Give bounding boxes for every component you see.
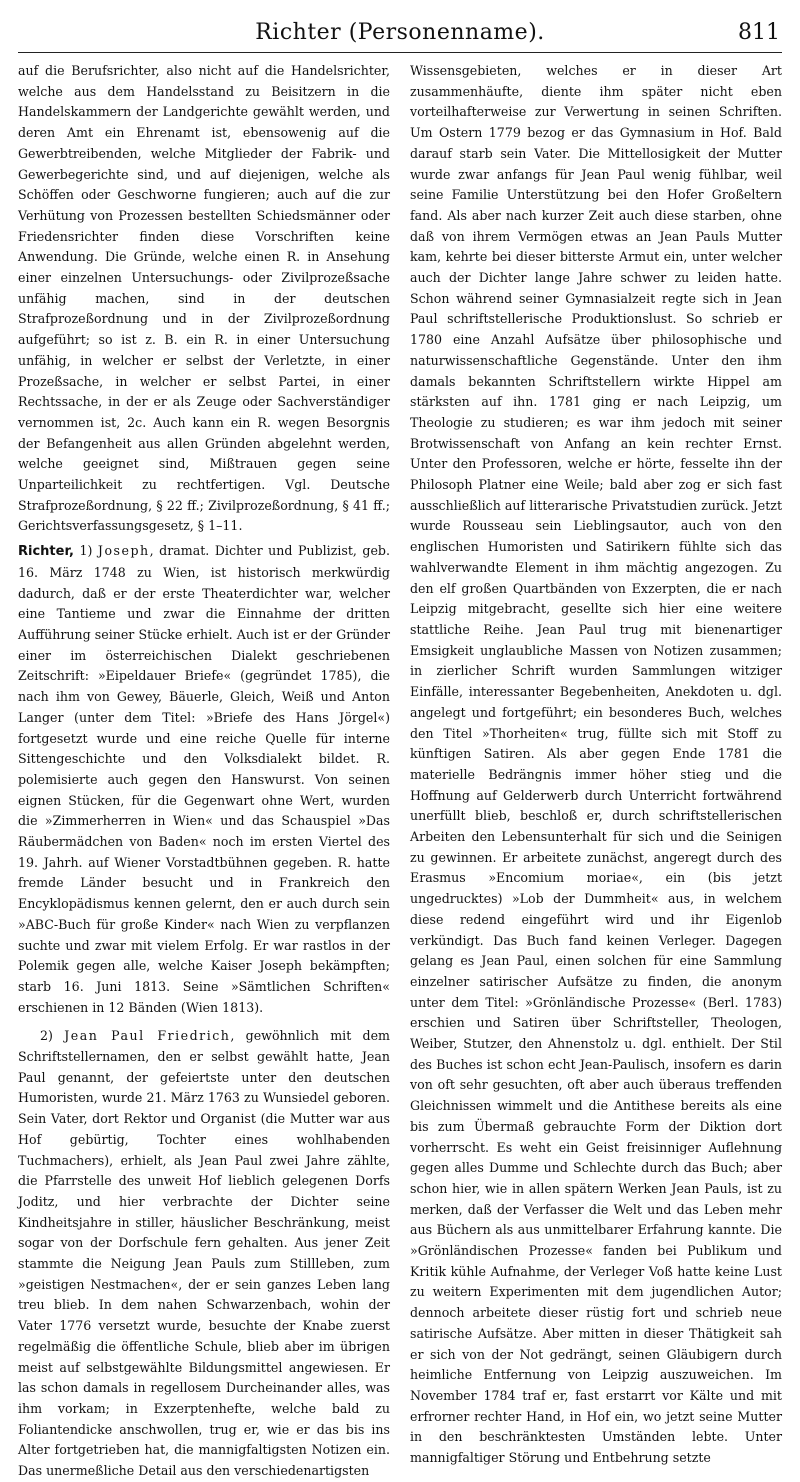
left-column: [18, 61, 390, 1479]
column-divider: [400, 61, 401, 1266]
entry-headword: Richter,: [18, 544, 74, 560]
paragraph-berufsrichter: auf die Berufsrichter, also nicht auf die Handelsrichter, welche aus dem Handelsstand zu Beisitzern in die Handelskammern der Landgerichte gewählt werden, und deren Amt ein Ehrenamt ist, ebensowenig auf die Gewerbtreibenden, welche Mitglieder der Fabrik- und Gewerbegerichte sind, und auf diejenigen, welche als Schöffen oder Geschworne fungieren; auch auf die zur Verhütung von Prozessen bestellten Schiedsmänner oder Friedensrichter finden diese Vorschriften keine Anwendung. Die Gründe, welche einen R. in Ansehung einer einzelnen Untersuchungs- oder Zivilprozeßsache unfähig machen, sind in der deutschen Strafprozeßordnung und in der Zivilprozeßordnung aufgeführt; so ist z. B. ein R. in einer Untersuchung unfähig, in welcher er selbst der Verletzte, in einer Prozeßsache, in welcher er selbst Partei, in einer Rechtssache, in der er als Zeuge oder Sachverständiger vernommen ist, 2c. Auch kann ein R. wegen Besorgnis der Befangenheit aus allen Gründen abgelehnt werden, welche geeignet sind, Mißtrauen gegen seine Unparteilichkeit zu rechtfertigen. Vgl. Deutsche Strafprozeßordnung, § 22 ff.; Zivilprozeßordnung, § 41 ff.; Gerichtsverfassungsgesetz, § 1–11.: [18, 63, 390, 534]
running-title: Richter (Personenname).: [255, 20, 545, 45]
entry-text: , dramat. Dichter und Publizist, geb. 16. März 1748 zu Wien, ist historisch merkwürdig dadurch, daß er der erste Theaterdichter war, welcher eine Tantieme und zwar die Einnahme der dritten Aufführung seiner Stücke erhielt. Auch ist er der Gründer einer im österreichischen Dialekt geschriebenen Zeitschrift: »Eipeldauer Briefe« (gegründet 1785), die nach ihm von Gewey, Bäuerle, Gleich, Weiß und Anton Langer (unter dem Titel: »Briefe des Hans Jörgel«) fortgesetzt wurde und eine reiche Quelle für interne Sittengeschichte und den Volksdialekt bildet. R. polemisierte auch gegen den Hanswurst. Von seinen eignen Stücken, für die Gegenwart ohne Wert, wurden die »Zimmerherren in Wien« und das Schauspiel »Das Räubermädchen von Baden« noch im ersten Viertel des 19. Jahrh. auf Wiener Vorstadtbühnen gegeben. R. hatte fremde Länder besucht und in Frankreich den Encyklopädismus kennen gelernt, den er auch durch sein »ABC-Buch für große Kinder« nach Wien zu verpflanzen suchte und zwar mit vielem Erfolg. Er war rastlos in der Polemik gegen alle, welche Kaiser Joseph bekämpften; starb 16. Juni 1813. Seine »Sämtlichen Schriften« erschienen in 12 Bänden (Wien 1813).: [18, 543, 390, 1015]
text-columns: [18, 61, 782, 1479]
page-header: [18, 14, 782, 53]
entry-name: Joseph: [97, 543, 150, 559]
entry-text: , gewöhnlich mit dem Schriftstellernamen, den er selbst gewählt hatte, Jean Paul genannt, der gefeiertste unter den deutschen Humoristen, wurde 21. März 1763 zu Wunsiedel geboren. Sein Vater, dort Rektor und Organist (die Mutter war aus Hof gebürtig, Tochter eines wohlhabenden Tuchmachers), erhielt, als Jean Paul zwei Jahre zählte, die Pfarrstelle des unweit Hof lieblich gelegenen Dorfs Joditz, und hier verbrachte der Dichter seine Kindheitsjahre in stiller, häuslicher Beschränkung, meist sogar von der Dorfschule fern gehalten. Aus jener Zeit stammte die Neigung Jean Pauls zum Stillleben, zum »geistigen Nestmachen«, der er sein ganzes Leben lang treu blieb. In dem nahen Schwarzenbach, wohin der Vater 1776 versetzt wurde, besuchte der Knabe zuerst regelmäßig die öffentliche Schule, blieb aber im übrigen meist auf selbstgewählte Bildungsmittel angewiesen. Er las schon damals in regellosem Durcheinander alles, was ihm vorkam; in Exzerptenhefte, welche bald zu Foliantendicke anschwollen, trug er, wie er das bis ins Alter fortgetrieben hat, die mannigfaltigsten Notizen ein. Das unermeßliche Detail aus den verschiedenartigsten: [18, 1028, 390, 1479]
entry-number: 1): [73, 543, 98, 559]
entry-name: Jean Paul Friedrich: [64, 1028, 231, 1044]
entry-richter-joseph: [18, 541, 390, 1018]
page-number: 811: [738, 20, 780, 45]
entry-jean-paul: [18, 1026, 390, 1481]
paragraph-jean-paul-continued: Wissensgebieten, welches er in dieser Art zusammenhäufte, diente ihm später nicht eben vorteilhafterweise zur Verwertung in seinen Schriften. Um Ostern 1779 bezog er das Gymnasium in Hof. Bald darauf starb sein Vater. Die Mittellosigkeit der Mutter wurde zwar anfangs für Jean Paul wenig fühlbar, weil seine Familie Unterstützung bei den Hofer Großeltern fand. Als aber nach kurzer Zeit auch diese starben, ohne daß von ihrem Vermögen etwas an Jean Pauls Mutter kam, kehrte bei dieser bitterste Armut ein, unter welcher auch der Dichter lange Jahre schwer zu leiden hatte. Schon während seiner Gymnasialzeit regte sich in Jean Paul schriftstellerische Produktionslust. So schrieb er 1780 eine Anzahl Aufsätze über philosophische und naturwissenschaftliche Gegenstände. Unter den ihm damals bekannten Schriftstellern wirkte Hippel am stärksten auf ihn. 1781 ging er nach Leipzig, um Theologie zu studieren; es war ihm jedoch mit seiner Brotwissenschaft von Anfang an kein rechter Ernst. Unter den Professoren, welche er hörte, fesselte ihn der Philosoph Platner eine Weile; bald aber zog er sich fast ausschließlich auf litterarische Privatstudien zurück. Jetzt wurde Rousseau sein Lieblingsautor, auch von den englischen Humoristen und Satirikern fühlte sich das wahlverwandte Element in ihm mächtig angezogen. Zu den elf großen Quartbänden von Exzerpten, die er nach Leipzig mitgebracht, gesellte sich hier eine weitere stattliche Reihe. Jean Paul trug mit bienenartiger Emsigkeit unglaubliche Massen von Notizen zusammen; in zierlicher Schrift wurden Sammlungen witziger Einfälle, interessanter Begebenheiten, Anekdoten u. dgl. angelegt und fortgeführt; ein besonderes Buch, welches den Titel »Thorheiten« trug, füllte sich mit Stoff zu künftigen Satiren. Als aber gegen Ende 1781 die materielle Bedrängnis immer höher stieg und die Hoffnung auf Gelderwerb durch Unterricht fortwährend unerfüllt blieb, beschloß er, durch schriftstellerischen Arbeiten den Lebensunterhalt für sich und die Seinigen zu gewinnen. Er arbeitete zunächst, angeregt durch des Erasmus »Encomium moriae«, ein (bis jetzt ungedrucktes) »Lob der Dummheit« aus, in welchem diese redend eingeführt wird und ihr Eigenlob verkündigt. Das Buch fand keinen Verleger. Dagegen gelang es Jean Paul, einen solchen für eine Sammlung einzelner satirischer Aufsätze zu finden, die anonym unter dem Titel: »Grönländische Prozesse« (Berl. 1783) erschien und Satiren über Schriftsteller, Theologen, Weiber, Stutzer, den Ahnenstolz u. dgl. enthielt. Der Stil des Buches ist schon echt Jean-Paulisch, insofern es darin von oft sehr gesuchten, oft aber auch überaus treffenden Gleichnissen wimmelt und die Antithese bereits als eine bis zum Übermaß gebrauchte Form der Diktion dort vorherrscht. Es weht ein Geist freisinniger Auflehnung gegen alles Dumme und Schlechte durch das Buch; aber schon hier, wie in allen spätern Werken Jean Pauls, ist zu merken, daß der Verfasser die Welt und das Leben mehr aus Büchern als aus unmittelbarer Erfahrung kannte. Die »Grönländischen Prozesse« fanden bei Publikum und Kritik kühle Aufnahme, der Verleger Voß hatte keine Lust zu weitern Experimenten mit dem jugendlichen Autor; dennoch arbeitete dieser rüstig fort und schrieb neue satirische Aufsätze. Aber mitten in dieser Thätigkeit sah er sich von der Not gedrängt, seinen Gläubigern durch heimliche Entfernung von Leipzig auszuweichen. Im November 1784 traf er, fast erstarrt vor Kälte und mit erfrorner rechter Hand, in Hof ein, wo jetzt seine Mutter in den beschränktesten Umständen lebte. Unter mannigfaltiger Störung und Entbehrung setzte: [410, 63, 782, 1466]
right-column: [410, 61, 782, 1466]
entry-number: 2): [40, 1028, 65, 1044]
